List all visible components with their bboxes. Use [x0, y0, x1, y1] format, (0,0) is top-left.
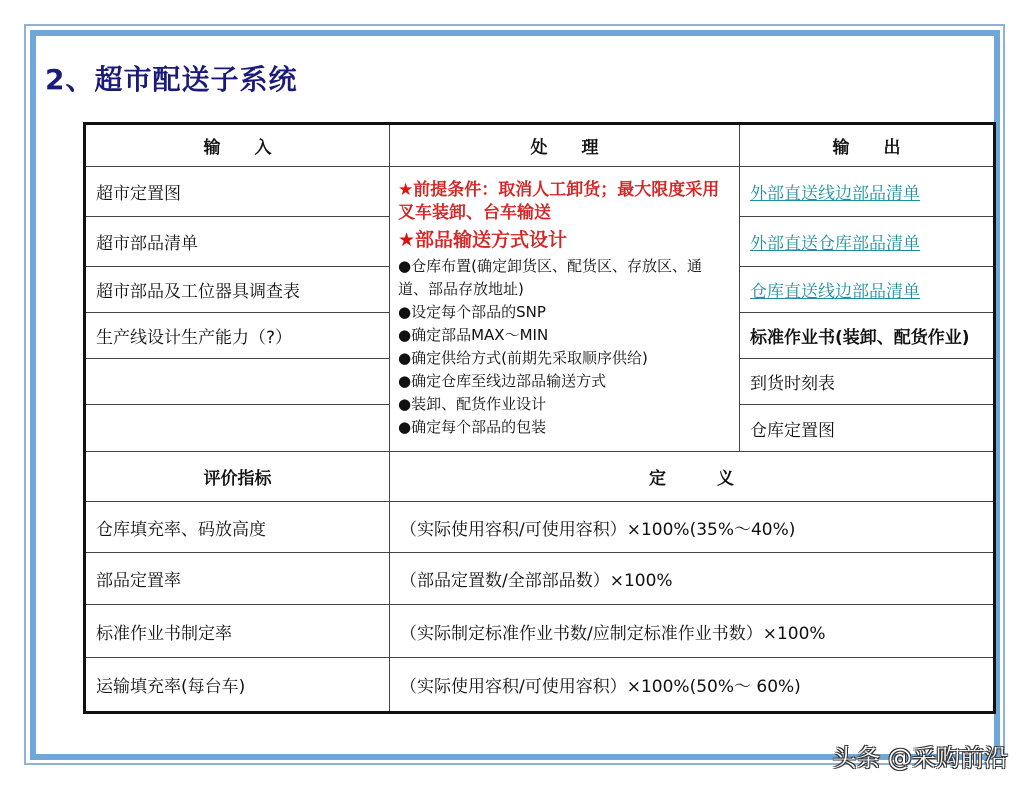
star-icon: ★ — [398, 180, 414, 200]
list-item: ●设定每个部品的SNP — [398, 303, 546, 321]
definition-cell: （实际使用容积/可使用容积）×100%(50%～ 60%) — [390, 658, 995, 713]
definition-cell: （部品定置数/全部部品数）×100% — [390, 553, 995, 605]
header-process: 处 理 — [390, 124, 740, 167]
bullet-icon: ● — [398, 303, 412, 321]
output-cell[interactable] — [740, 217, 995, 267]
bullet-icon: ● — [398, 372, 412, 390]
output-link[interactable]: 外部直送仓库部品清单 — [750, 234, 920, 254]
table-row — [85, 502, 995, 553]
input-cell: 生产线设计生产能力（?） — [85, 313, 390, 359]
list-item: ●确定每个部品的包装 — [398, 418, 547, 436]
table-row — [85, 605, 995, 658]
definition-cell: （实际使用容积/可使用容积）×100%(35%～40%) — [390, 502, 995, 553]
input-cell — [85, 405, 390, 452]
list-item: ●装卸、配货作业设计 — [398, 395, 547, 413]
output-cell[interactable] — [740, 167, 995, 217]
bullet-icon: ● — [398, 418, 412, 436]
star-icon: ★ — [398, 229, 416, 251]
table-row — [85, 167, 995, 217]
process-cell — [390, 167, 740, 452]
subsystem-table — [83, 122, 996, 714]
bullet-icon: ● — [398, 349, 412, 367]
list-item: ●确定部品MAX～MIN — [398, 326, 549, 344]
header-definition: 定 义 — [390, 452, 995, 502]
output-cell[interactable] — [740, 267, 995, 313]
list-item: ●确定仓库至线边部品输送方式 — [398, 372, 607, 390]
header-input: 输 入 — [85, 124, 390, 167]
header-output: 输 出 — [740, 124, 995, 167]
bullet-icon: ● — [398, 257, 412, 275]
input-cell: 超市部品清单 — [85, 217, 390, 267]
page-title: 2、超市配送子系统 — [45, 63, 298, 96]
metric-cell: 运输填充率(每台车) — [85, 658, 390, 713]
output-link[interactable]: 仓库直送线边部品清单 — [750, 282, 920, 302]
process-premise: ★前提条件：取消人工卸货；最大限度采用叉车装卸、台车输送 — [398, 180, 720, 223]
watermark: 头条 @采购前沿 — [832, 744, 1008, 772]
output-cell: 仓库定置图 — [740, 405, 995, 452]
eval-header-row — [85, 452, 995, 502]
table-row — [85, 658, 995, 713]
bullet-icon: ● — [398, 326, 412, 344]
output-cell: 到货时刻表 — [740, 359, 995, 405]
output-link[interactable]: 外部直送线边部品清单 — [750, 184, 920, 204]
process-transport-design: ★部品输送方式设计 — [398, 229, 568, 251]
list-item: ●确定供给方式(前期先采取顺序供给) — [398, 349, 648, 367]
list-item: ●仓库布置(确定卸货区、配货区、存放区、通道、部品存放地址) — [398, 257, 702, 298]
input-cell: 超市定置图 — [85, 167, 390, 217]
input-cell: 超市部品及工位器具调查表 — [85, 267, 390, 313]
metric-cell: 部品定置率 — [85, 553, 390, 605]
header-metric: 评价指标 — [85, 452, 390, 502]
table-header-row — [85, 124, 995, 167]
table-row — [85, 553, 995, 605]
output-cell: 标准作业书(装卸、配货作业) — [740, 313, 995, 359]
input-cell — [85, 359, 390, 405]
definition-cell: （实际制定标准作业书数/应制定标准作业书数）×100% — [390, 605, 995, 658]
metric-cell: 仓库填充率、码放高度 — [85, 502, 390, 553]
bullet-icon: ● — [398, 395, 412, 413]
metric-cell: 标准作业书制定率 — [85, 605, 390, 658]
